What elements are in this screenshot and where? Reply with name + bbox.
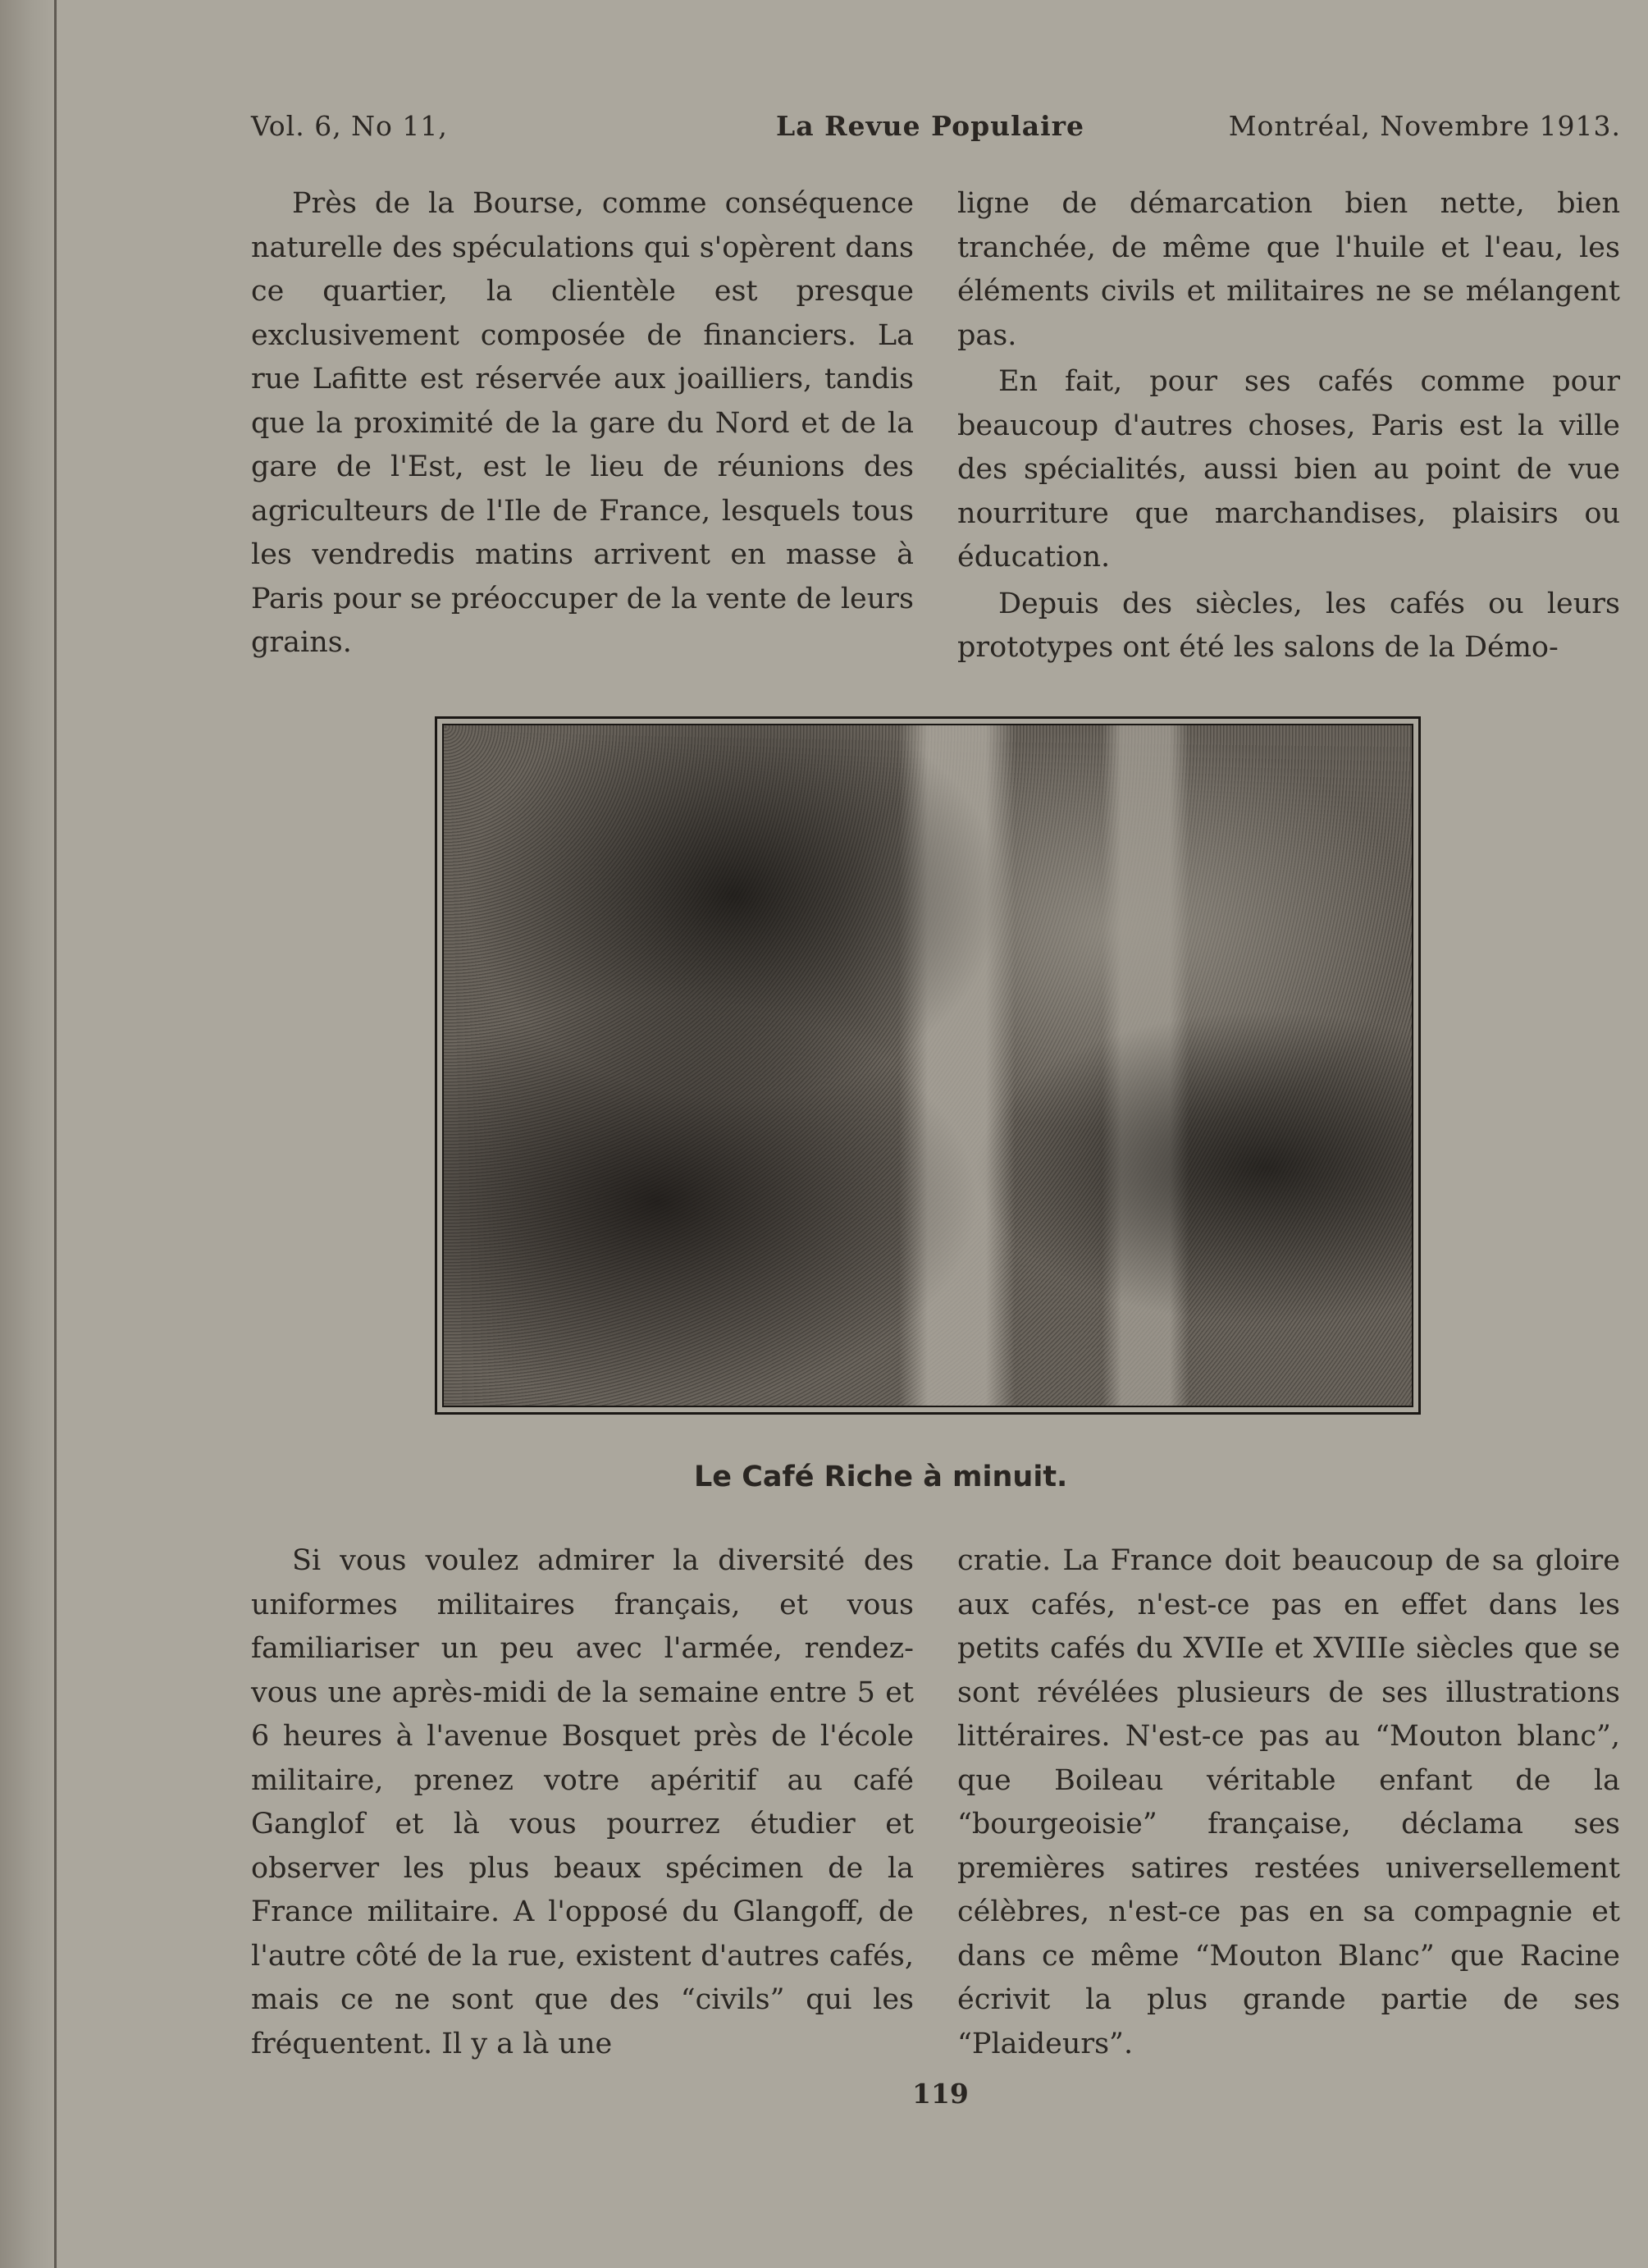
paragraph: Près de la Bourse, comme conséquence naturelle des spéculations qui s'opèrent dans ce quartier, la clientèle est presque exclusivement composée de financiers. La rue Lafitte est réservée aux joailliers, tandis que la proximité de la gare du Nord et de la gare de l'Est, est le lieu de réunions des agriculteurs de l'Ile de France, lesquels tous les vendredis matins arrivent en masse à Paris pour se préoccuper de la vente de leurs grains. [251, 187, 914, 659]
header-volume: Vol. 6, No 11, [251, 110, 448, 142]
paragraph: Si vous voulez admirer la diversité des uniformes militaires français, et vous familiariser un peu avec l'armée, rendez-vous une après-midi de la semaine entre 5 et 6 heures à l'avenue Bosquet près de l'école militaire, prenez votre apéritif au café Ganglof et là vous pourrez étudier et observer les plus beaux spécimen de la France militaire. A l'opposé du Glangoff, de l'autre côté de la rue, existent d'autres cafés, mais ce ne sont que des “civils” qui les fréquentent. Il y a là une [251, 1544, 914, 2060]
paragraph: ligne de démarcation bien nette, bien tranchée, de même que l'huile et l'eau, les éléments civils et militaires ne se mélangent pas. [957, 187, 1620, 352]
column-top-right [957, 182, 1620, 670]
figure-frame [435, 716, 1421, 1415]
header-date: Montréal, Novembre 1913. [1228, 110, 1621, 142]
page-number: 119 [912, 2078, 969, 2110]
cafe-photograph [442, 724, 1413, 1407]
running-header [251, 110, 1621, 151]
paragraph: Depuis des siècles, les cafés ou leurs prototypes ont été les salons de la Démo- [957, 587, 1620, 664]
binding-line [54, 0, 57, 2268]
column-top-left [251, 182, 914, 665]
header-title: La Revue Populaire [776, 110, 1084, 142]
figure-caption: Le Café Riche à minuit. [694, 1461, 1068, 1493]
paragraph: cratie. La France doit beaucoup de sa gloire aux cafés, n'est-ce pas en effet dans les petits cafés du XVIIe et XVIIIe siècles que se sont révélées plusieurs de ses illustrations littéraires. N'est-ce pas au “Mouton blanc”, que Boileau véritable enfant de la “bourgeoisie” française, déclama ses premières satires restées universellement célèbres, n'est-ce pas en sa compagnie et dans ce même “Mouton Blanc” que Racine écrivit la plus grande partie de ses “Plaideurs”. [957, 1544, 1620, 2060]
column-bottom-left [251, 1539, 914, 2066]
page-gutter-shadow [0, 0, 59, 2268]
paragraph: En fait, pour ses cafés comme pour beaucoup d'autres choses, Paris est la ville des spécialités, aussi bien au point de vue nourriture que marchandises, plaisirs ou éducation. [957, 365, 1620, 574]
column-bottom-right [957, 1539, 1620, 2066]
